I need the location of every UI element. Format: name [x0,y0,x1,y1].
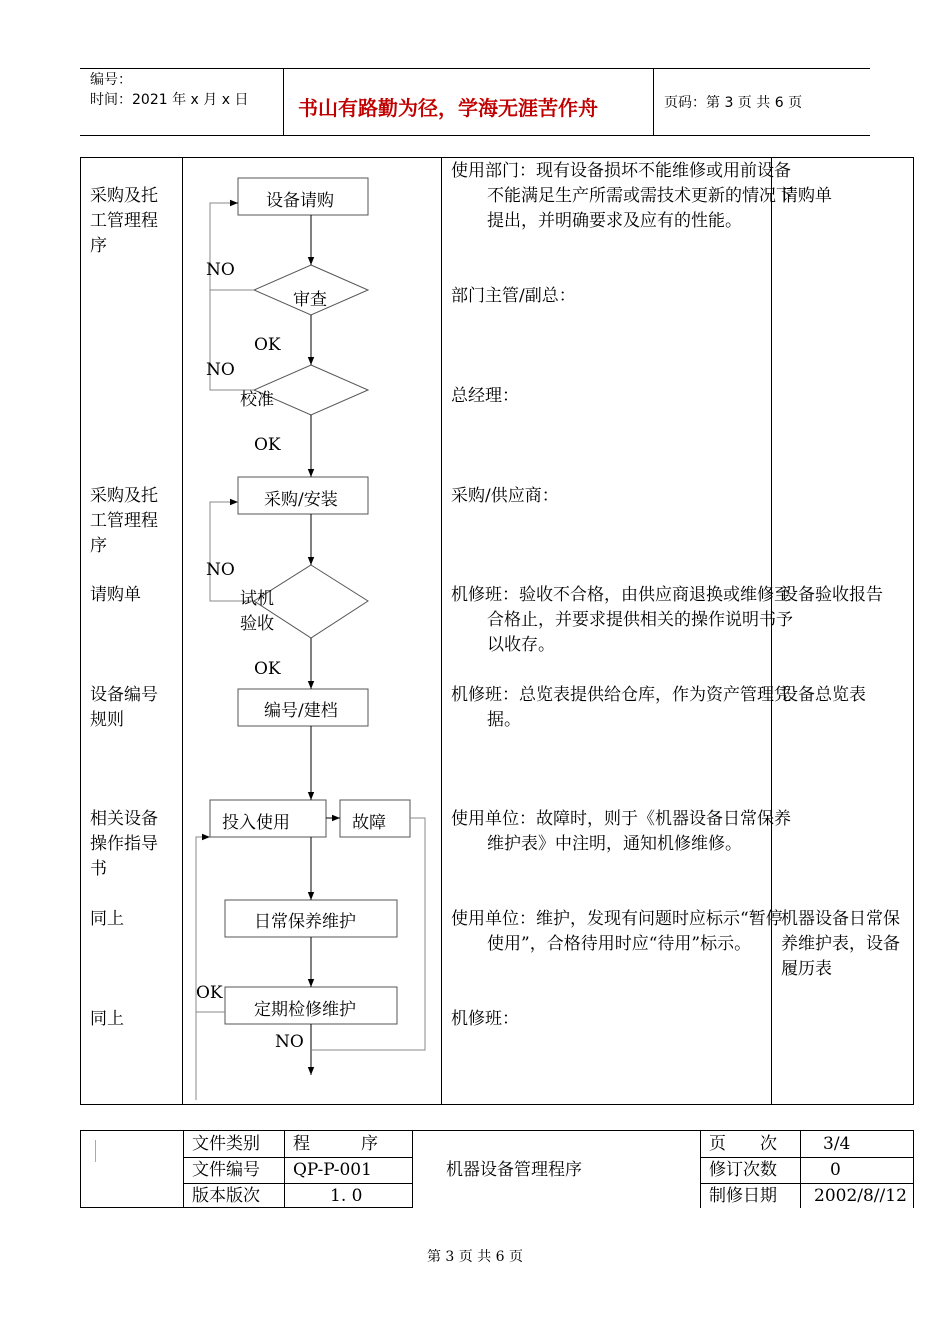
footer-page-label: 页 次 [709,1134,777,1154]
flow-label-review: 审查 [293,290,327,310]
footer-date-label: 制修日期 [709,1186,777,1206]
flow-no-1: NO [206,260,235,280]
footer-doc-no-label: 文件编号 [192,1160,260,1180]
desc-cell-3: 采购/供应商： [451,486,559,506]
number-label: 编号： [90,72,132,88]
left-cell-6: 相关设备操作指导书 [90,809,158,879]
flow-label-trial-1: 试机 [240,589,274,609]
date-line: 时间：2021 年 x 月 x 日 [90,92,249,108]
flow-label-fault: 故障 [352,813,386,833]
flow-label-daily: 日常保养维护 [254,912,356,932]
flow-no-3: NO [206,560,235,580]
desc-cell-7: 使用单位：维护，发现有问题时应标示“暂停使用”，合格待用时应“待用”标示。 [451,909,783,954]
flow-ok-1: OK [254,335,281,355]
footer-revision-value: 0 [830,1160,841,1180]
footer-doc-type-label: 文件类别 [192,1134,260,1154]
flow-label-calibrate: 校准 [240,390,274,410]
flow-ok-4: OK [196,983,223,1003]
left-cell-3: 采购及托工管理程序 [90,486,158,556]
left-cell-5: 设备编号规则 [90,685,158,730]
footer-doc-type-value: 程 序 [293,1134,378,1154]
left-cell-8: 同上 [90,1009,124,1029]
desc-cell-5: 机修班：总览表提供给仓库，作为资产管理凭据。 [451,685,791,730]
desc-cell-1: 部门主管/副总： [451,286,576,306]
desc-cell-0: 使用部门：现有设备损坏不能维修或用前设备不能满足生产所需或需技术更新的情况下提出，并明确要求及应有的性能。 [451,161,793,231]
desc-cell-4: 机修班：验收不合格，由供应商退换或维修至合格止，并要求提供相关的操作说明书予以收存。 [451,585,793,655]
footer-page-value: 3/4 [823,1134,851,1154]
footer-title: 机器设备管理程序 [446,1160,582,1180]
right-cell-7: 机器设备日常保养维护表，设备履历表 [781,909,900,979]
right-cell-5: 设备总览表 [781,685,866,705]
desc-cell-6: 使用单位：故障时，则于《机器设备日常保养维护表》中注明，通知机修维修。 [451,809,791,854]
footer-version-label: 版本版次 [192,1186,260,1206]
page-indicator: 页码：第 3 页 共 6 页 [664,95,803,111]
right-cell-4: 设备验收报告 [781,585,883,605]
left-cell-4: 请购单 [90,585,141,605]
flow-label-in-use: 投入使用 [222,813,290,833]
flow-label-numbering: 编号/建档 [264,701,338,721]
flow-ok-3: OK [254,659,281,679]
motto: 书山有路勤为径，学海无涯苦作舟 [298,96,598,120]
flow-no-2: NO [206,360,235,380]
flow-ok-2: OK [254,435,281,455]
flow-label-request: 设备请购 [266,191,334,211]
right-cell-0: 请购单 [781,186,832,206]
flow-no-4: NO [275,1032,304,1052]
footer-date-value: 2002/8//12 [814,1186,907,1206]
desc-cell-8: 机修班： [451,1009,519,1029]
page-footer: 第 3 页 共 6 页 [426,1249,524,1265]
footer-doc-no-value: QP-P-001 [293,1160,372,1180]
left-cell-7: 同上 [90,909,124,929]
left-cell-0: 采购及托工管理程序 [90,186,158,256]
footer-version-value: 1. 0 [330,1186,363,1206]
flow-label-periodic: 定期检修维护 [254,1000,356,1020]
flow-label-trial-2: 验收 [240,614,274,634]
desc-cell-2: 总经理： [451,386,519,406]
flow-label-purchase: 采购/安装 [264,490,338,510]
footer-revision-label: 修订次数 [709,1160,777,1180]
